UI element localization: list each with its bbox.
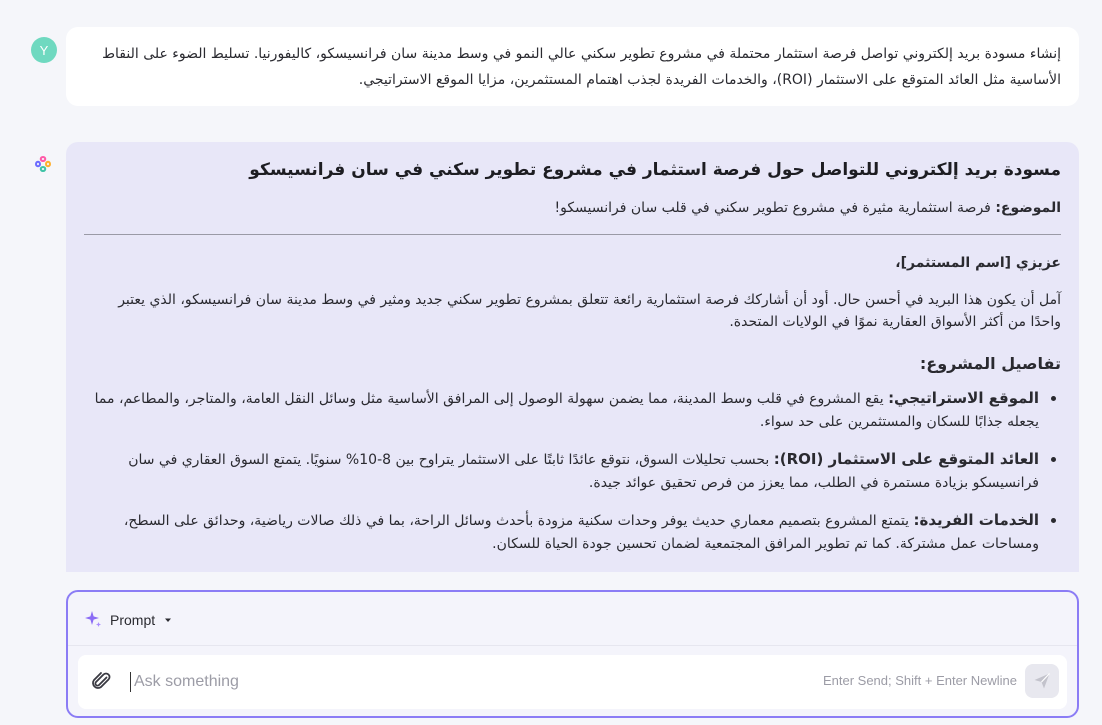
prompt-label: Prompt [110, 612, 156, 628]
list-item [84, 509, 1039, 556]
point-label: العائد المتوقع على الاستثمار (ROI): [773, 450, 1039, 468]
email-greeting: عزيزي [اسم المستثمر]، [895, 255, 1061, 271]
caret-down-icon [163, 612, 173, 628]
list-item [84, 387, 1039, 434]
point-text: بحسب تحليلات السوق، نتوقع عائدًا ثابتًا على الاستثمار يتراوح بين 8-10% سنويًا. يتمتع السوق العقاري في سان فرانسيسكو بزيادة مستمرة في الطلب، مما يعزز من فرص تحقيق عوائد جيدة. [128, 452, 1039, 491]
project-details-list [84, 387, 1061, 556]
composer-divider [68, 645, 1077, 646]
paperclip-icon[interactable] [90, 670, 114, 694]
prompt-selector[interactable] [84, 608, 173, 632]
point-text: يقع المشروع في قلب وسط المدينة، مما يضمن سهولة الوصول إلى المرافق الأساسية مثل وسائل النقل العامة، والمتاجر، والمطاعم، مما يجعله جذابًا للسكان والمستثمرين على حد سواء. [94, 391, 1039, 430]
sparkle-icon [84, 610, 102, 631]
point-label: الموقع الاستراتيجي: [888, 389, 1039, 407]
section-heading: تفاصيل المشروع: [919, 354, 1061, 373]
point-label: الخدمات الفريدة: [913, 511, 1039, 529]
email-subject [84, 196, 1061, 220]
composer [66, 590, 1079, 718]
input-box [78, 655, 1067, 709]
subject-text: فرصة استثمارية مثيرة في مشروع تطوير سكني في قلب سان فرانسيسكو! [554, 200, 996, 216]
subject-label: الموضوع: [995, 200, 1061, 216]
multicolor-flower-logo-icon [34, 155, 52, 173]
text-cursor [130, 672, 131, 692]
ask-input[interactable] [132, 667, 736, 697]
email-intro: آمل أن يكون هذا البريد في أحسن حال. أود أن أشاركك فرصة استثمارية رائعة تتعلق بمشروع تطوير سكني جديد ومثير في وسط مدينة سان فرانسيسكو، الذي يعتبر واحدًا من أكثر الأسواق العقارية نموًا في الولايات المتحدة. [118, 292, 1061, 330]
response-title: مسودة بريد إلكتروني للتواصل حول فرصة استثمار في مشروع تطوير سكني في سان فرانسيسكو [249, 160, 1061, 180]
list-item [84, 448, 1039, 495]
paper-plane-icon [1033, 672, 1051, 690]
send-button[interactable] [1025, 664, 1059, 698]
assistant-response [66, 142, 1079, 572]
divider [84, 234, 1061, 235]
user-avatar: Y [31, 37, 57, 63]
keyboard-hint: Enter Send; Shift + Enter Newline [822, 673, 1017, 688]
user-message: إنشاء مسودة بريد إلكتروني تواصل فرصة استثمار محتملة في مشروع تطوير سكني عالي النمو في وسط مدينة سان فرانسيسكو، كاليفورنيا. تسليط الضوء على النقاط الأساسية مثل العائد المتوقع على الاستثمار (ROI)، والخدمات الفريدة لجذب اهتمام المستثمرين، مزايا الموقع الاستراتيجي. [66, 27, 1079, 106]
point-text: يتمتع المشروع بتصميم معماري حديث يوفر وحدات سكنية مزودة بأحدث وسائل الراحة، بما في ذلك صالات رياضية، وحدائق على السطح، ومساحات عمل مشتركة. كما تم تطوير المرافق المجتمعية لضمان تحسين جودة الحياة للسكان. [123, 513, 1039, 552]
